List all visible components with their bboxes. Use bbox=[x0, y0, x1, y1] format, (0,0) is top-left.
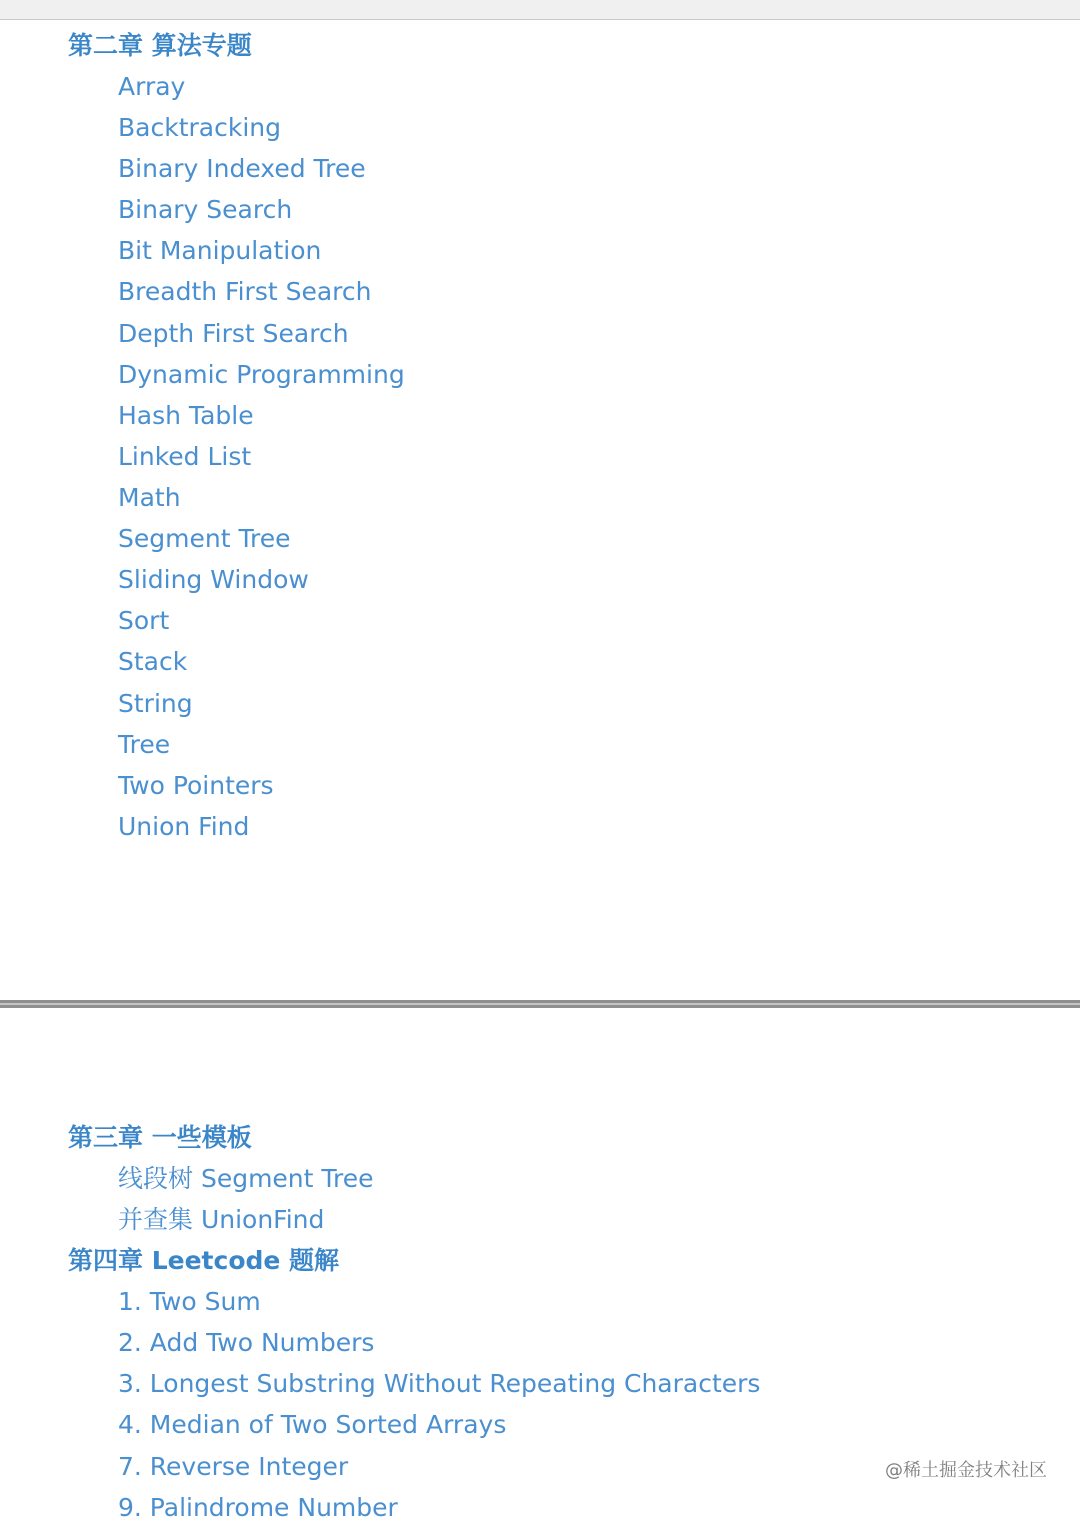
toc-item[interactable]: Bit Manipulation bbox=[118, 236, 322, 265]
toc-item[interactable]: Binary Search bbox=[118, 195, 293, 224]
toc-item[interactable]: Sort bbox=[118, 606, 170, 635]
toc-item[interactable]: Breadth First Search bbox=[118, 277, 372, 306]
toc-item[interactable]: Sliding Window bbox=[118, 565, 309, 594]
toc-item[interactable]: 线段树 Segment Tree bbox=[118, 1164, 374, 1193]
page-break bbox=[0, 1000, 1080, 1008]
toc-item[interactable]: Union Find bbox=[118, 812, 250, 841]
toc-item[interactable]: Linked List bbox=[118, 442, 252, 471]
toc-item[interactable]: Array bbox=[118, 72, 186, 101]
toc-item[interactable]: Segment Tree bbox=[118, 524, 291, 553]
toc-item[interactable]: Two Pointers bbox=[118, 771, 274, 800]
toc-item[interactable]: Math bbox=[118, 483, 181, 512]
toc-item[interactable]: Tree bbox=[118, 730, 171, 759]
watermark: @稀土掘金技术社区 bbox=[885, 1460, 1047, 1481]
toc-item[interactable]: 并查集 UnionFind bbox=[118, 1205, 325, 1234]
toc-item[interactable]: Binary Indexed Tree bbox=[118, 154, 366, 183]
toc-item[interactable]: 2. Add Two Numbers bbox=[118, 1328, 375, 1357]
toc-item[interactable]: Depth First Search bbox=[118, 319, 349, 348]
toc-item[interactable]: Backtracking bbox=[118, 113, 281, 142]
toc-item[interactable]: 3. Longest Substring Without Repeating Characters bbox=[118, 1369, 761, 1398]
toc-item[interactable]: 7. Reverse Integer bbox=[118, 1452, 349, 1481]
toc-item[interactable]: 9. Palindrome Number bbox=[118, 1493, 398, 1522]
chapter-2-title[interactable]: 第二章 算法专题 bbox=[68, 31, 252, 60]
chapter-4-title[interactable]: 第四章 Leetcode 题解 bbox=[68, 1246, 340, 1275]
toc-item[interactable]: Dynamic Programming bbox=[118, 360, 405, 389]
toc-item[interactable]: String bbox=[118, 689, 193, 718]
chapter-3-title[interactable]: 第三章 一些模板 bbox=[68, 1123, 252, 1152]
page-top-edge bbox=[0, 0, 1080, 20]
toc-item[interactable]: 1. Two Sum bbox=[118, 1287, 261, 1316]
toc-item[interactable]: Stack bbox=[118, 647, 188, 676]
toc-item[interactable]: Hash Table bbox=[118, 401, 254, 430]
toc-item[interactable]: 4. Median of Two Sorted Arrays bbox=[118, 1410, 507, 1439]
